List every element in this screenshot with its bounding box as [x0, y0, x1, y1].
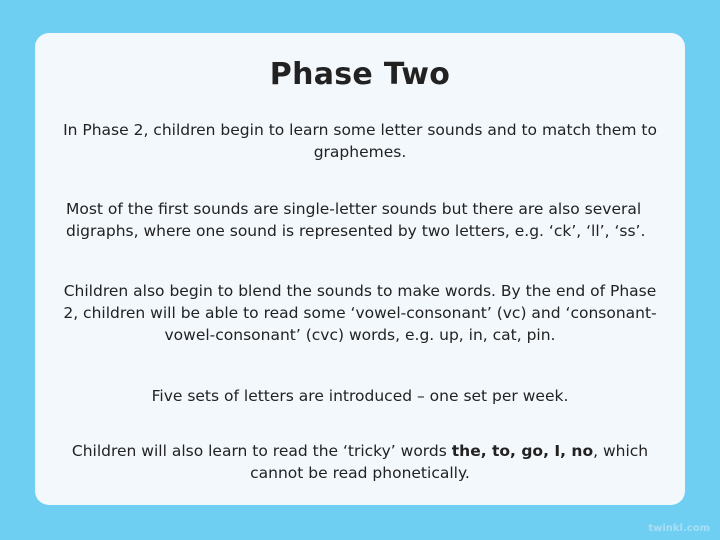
paragraph-letter-sets: Five sets of letters are introduced – one set per week. — [151, 387, 569, 405]
tricky-words-prefix: Children will also learn to read the ‘tricky’ words — [71, 442, 452, 460]
paragraph-phase-intro: In Phase 2, children begin to learn some letter sounds and to match them to graphemes. — [63, 121, 657, 161]
paragraph-blending: Children also begin to blend the sounds to make words. By the end of Phase 2, children will be able to read some ‘vowel-consonant’ (vc) and ‘consonant-vowel-consonant’ (cvc) words, e.g. up, in, cat, pin. — [63, 282, 657, 344]
tricky-words-list: the, to, go, I, no — [451, 442, 594, 460]
twinkl-logo: twinkl.com — [648, 523, 710, 534]
page-title: Phase Two — [269, 57, 451, 92]
paragraph-tricky-words — [60, 440, 660, 484]
paragraph-digraphs: Most of the first sounds are single-letter sounds but there are also several digraphs, where one sound is represented by two letters, e.g. ‘ck’, ‘ll’, ‘ss’. — [66, 200, 646, 240]
content-card — [35, 33, 685, 505]
tricky-words-suffix: , which cannot be read phonetically. — [250, 442, 649, 482]
